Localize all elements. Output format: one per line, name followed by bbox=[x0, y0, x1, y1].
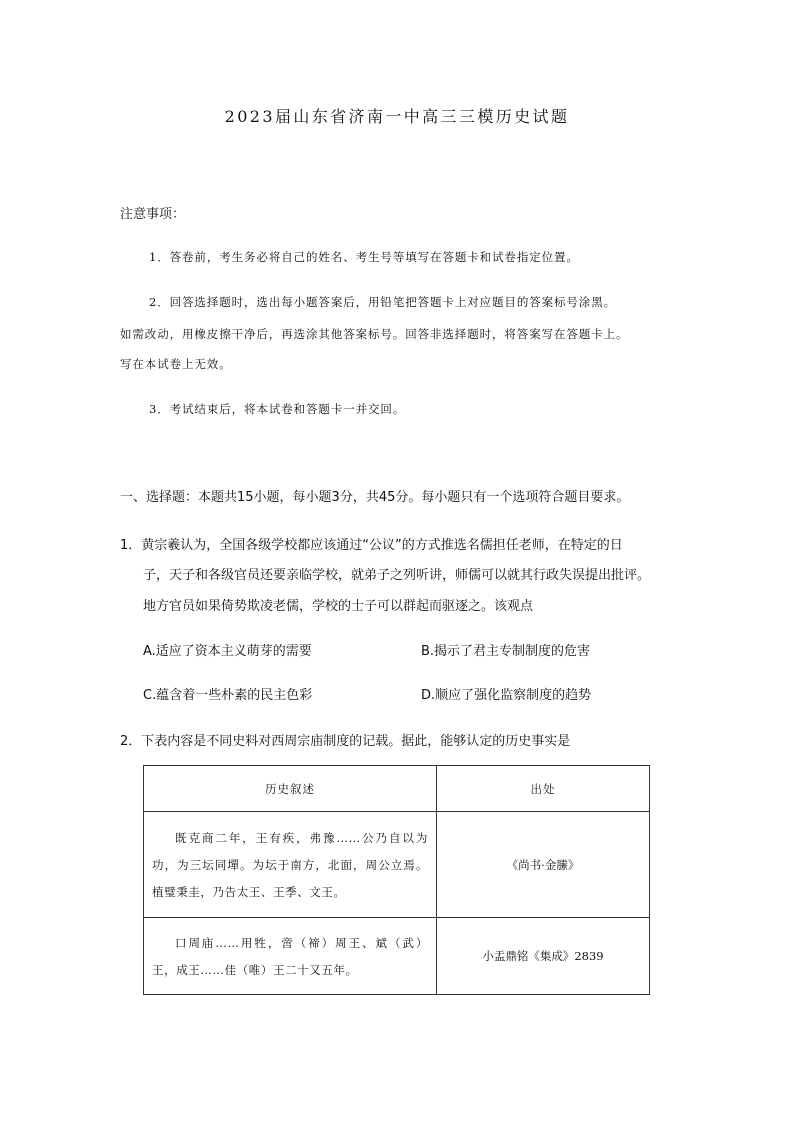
row-1-source: 《尚书·金縢》 bbox=[437, 812, 650, 918]
q2-stem: 2．下表内容是不同史料对西周宗庙制度的记载。据此，能够认定的历史事实是 bbox=[120, 734, 571, 749]
row-1-narrative bbox=[144, 812, 437, 918]
row-2-source: 小盂鼎铭《集成》2839 bbox=[437, 918, 650, 995]
header-narrative: 历史叙述 bbox=[144, 766, 437, 812]
q1-line-3: 地方官员如果倚势欺凌老儒，学校的士子可以群起而驱逐之。该观点 bbox=[143, 599, 534, 614]
row-1-narrative-text: 既克商二年，王有疾，弗豫……公乃自以为功，为三坛同墠。为坛于南方，北面，周公立焉。植璧秉圭，乃告太王、王季、文王。 bbox=[152, 831, 428, 899]
row-2-narrative bbox=[144, 918, 437, 995]
q1-option-d[interactable]: D.顺应了强化监察制度的趋势 bbox=[421, 688, 592, 703]
notice-item-2-end: 写在本试卷上无效。 bbox=[120, 357, 232, 371]
notice-item-3: 3．考试结束后，将本试卷和答题卡一并交回。 bbox=[149, 402, 406, 416]
notice-item-2: 2．回答选择题时，选出每小题答案后，用铅笔把答题卡上对应题目的答案标号涂黑。 bbox=[149, 295, 617, 309]
q1-line-2: 子，天子和各级官员还要亲临学校，就弟子之列听讲，师儒可以就其行政失误提出批评。 bbox=[143, 568, 651, 583]
source-table bbox=[143, 765, 650, 995]
table-header-row bbox=[144, 766, 650, 812]
q1-option-b[interactable]: B.揭示了君主专制制度的危害 bbox=[421, 644, 591, 659]
header-source: 出处 bbox=[437, 766, 650, 812]
table-row bbox=[144, 918, 650, 995]
q1-option-a[interactable]: A.适应了资本主义萌芽的需要 bbox=[143, 644, 312, 659]
q1-option-c[interactable]: C.蕴含着一些朴素的民主色彩 bbox=[143, 688, 313, 703]
notice-item-2-cont: 如需改动，用橡皮擦干净后，再选涂其他答案标号。回答非选择题时，将答案写在答题卡上。 bbox=[120, 327, 629, 341]
page-title: 2023届山东省济南一中高三三模历史试题 bbox=[224, 107, 570, 126]
row-2-narrative-text: 口周庙……用牲，啻（禘）周王、斌（武）王，成王……佳（唯）王二十又五年。 bbox=[152, 936, 428, 977]
notice-heading: 注意事项： bbox=[120, 207, 186, 222]
notice-item-1: 1．答卷前，考生务必将自己的姓名、考生号等填写在答题卡和试卷指定位置。 bbox=[149, 250, 579, 264]
section-heading: 一、选择题：本题共15小题，每小题3分，共45分。每小题只有一个选项符合题目要求。 bbox=[120, 490, 630, 505]
table-row bbox=[144, 812, 650, 918]
q1-line-1: 1．黄宗羲认为，全国各级学校都应该通过“公议”的方式推选名儒担任老师，在特定的日 bbox=[120, 538, 623, 553]
